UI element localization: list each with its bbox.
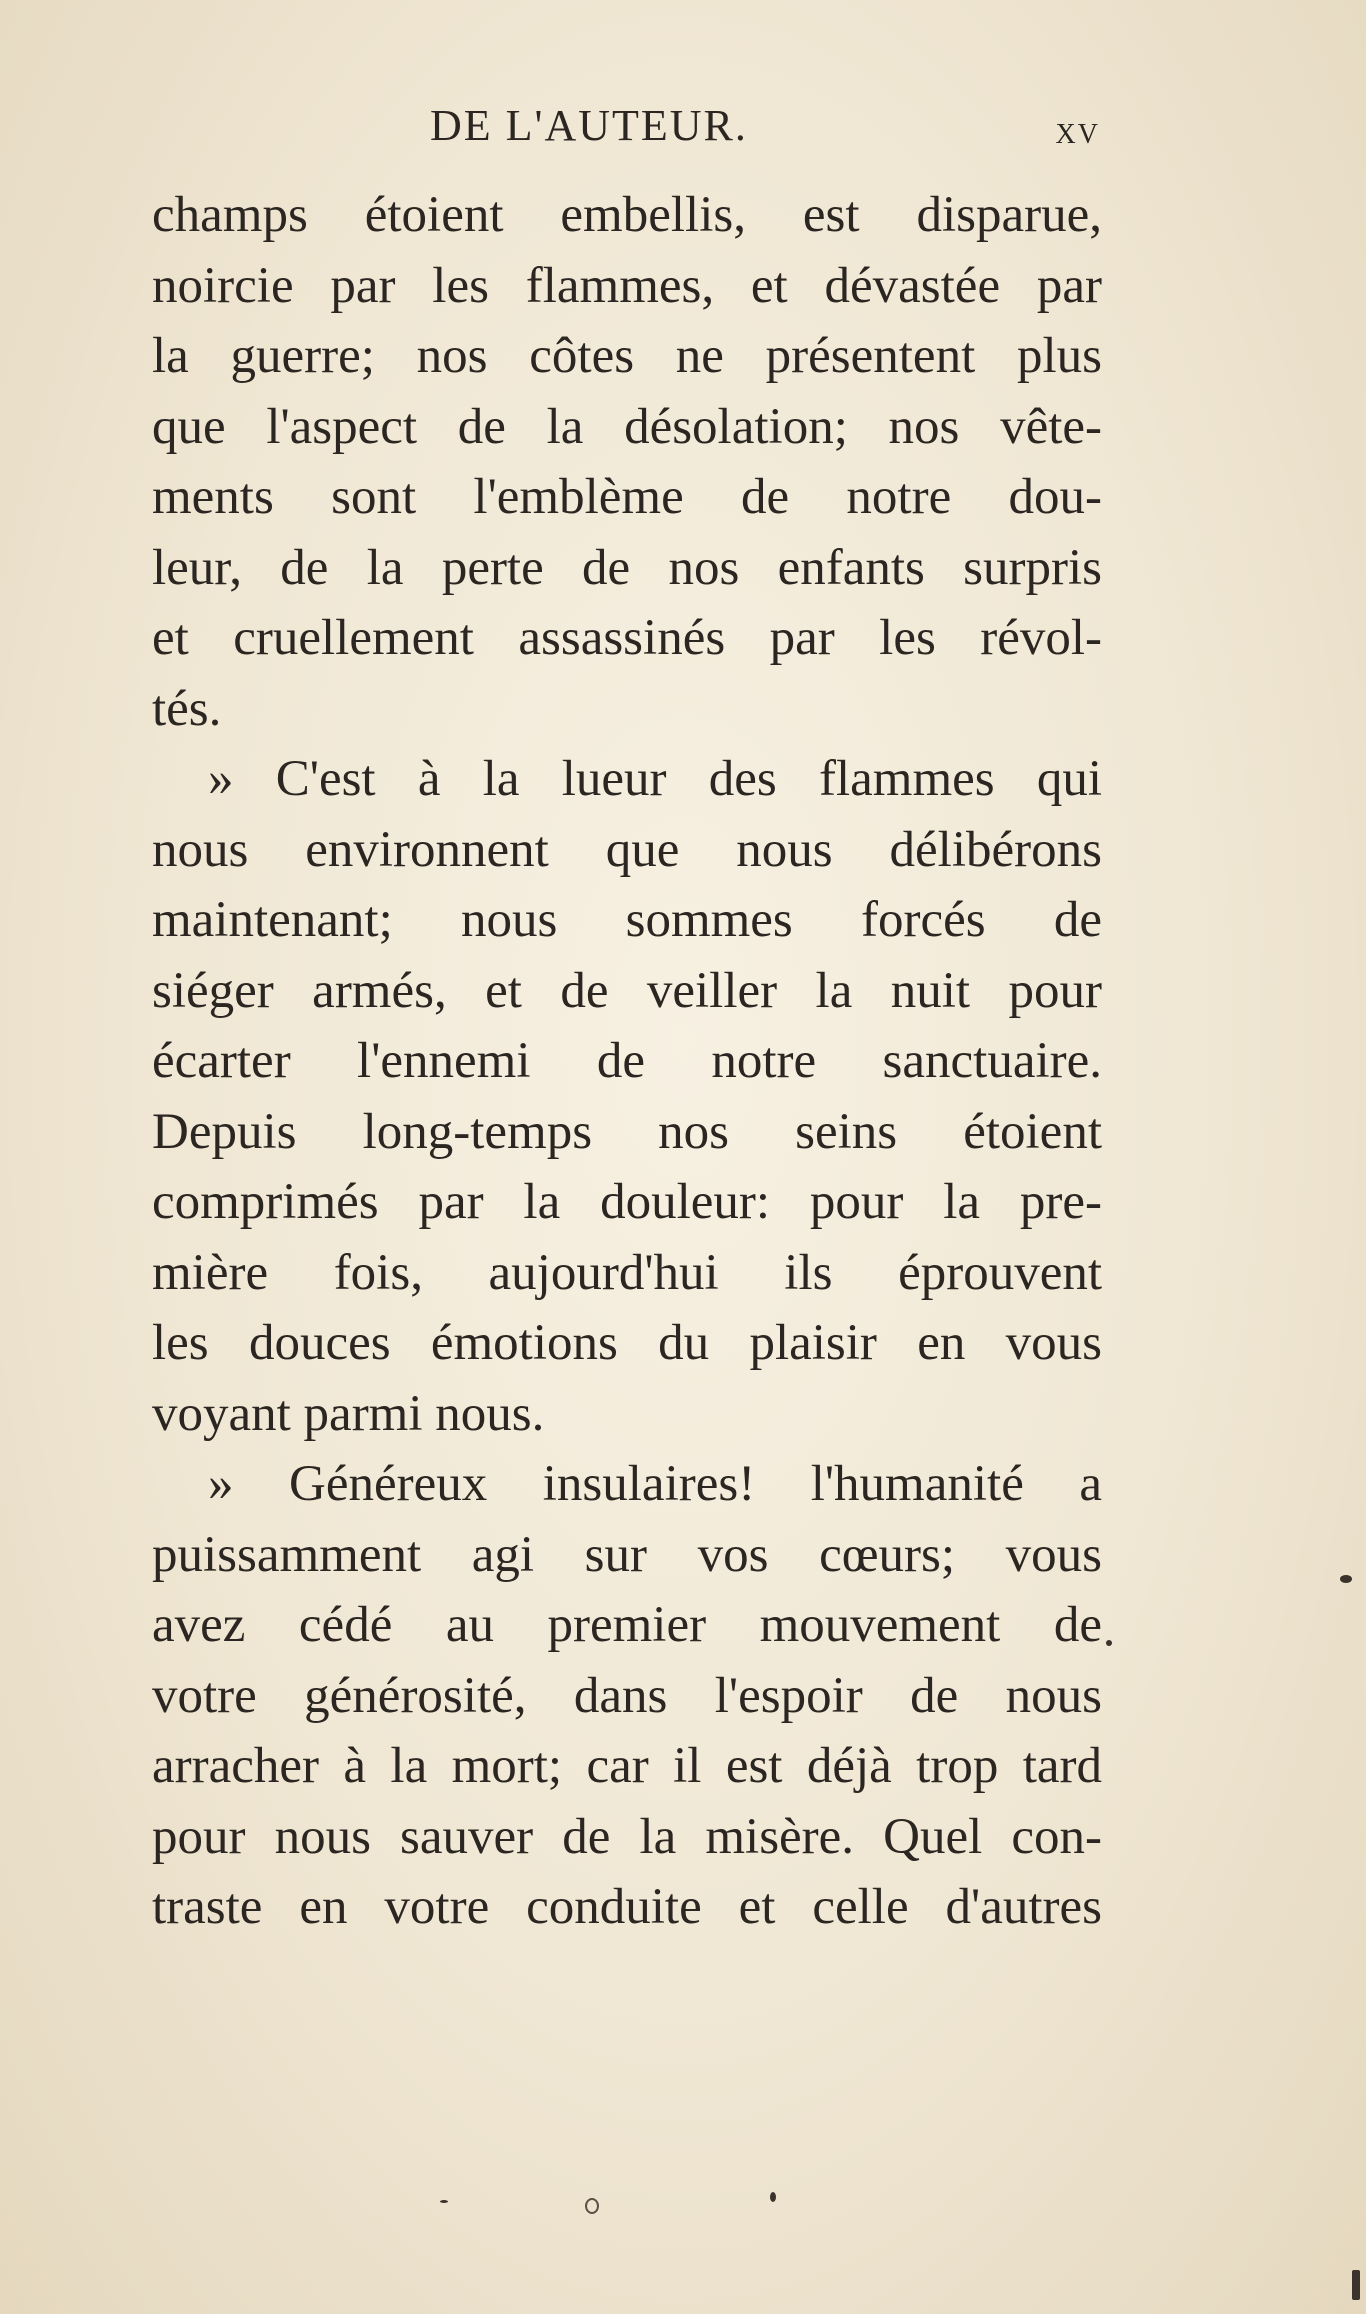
text-line: traste en votre conduite et celle d'autres <box>152 1879 1102 1935</box>
page-number: xv <box>1055 107 1100 152</box>
ink-speck <box>770 2192 776 2202</box>
text-line: voyant parmi nous. <box>152 1385 545 1442</box>
text-line: les douces émotions du plaisir en vous <box>152 1315 1102 1371</box>
body-text <box>152 180 1102 1943</box>
text-line: mière fois, aujourd'hui ils éprouvent <box>152 1244 1102 1301</box>
text-line: tés. <box>152 680 222 737</box>
text-line: pour nous sauver de la misère. Quel con- <box>152 1808 1102 1865</box>
page-header <box>150 100 1100 160</box>
text-line: Depuis long-temps nos seins étoient <box>152 1103 1102 1160</box>
ink-speck <box>585 2198 599 2214</box>
text-line: comprimés par la douleur: pour la pre- <box>152 1174 1102 1230</box>
paragraph-start-line: » C'est à la lueur des flammes qui <box>208 751 1102 807</box>
ink-speck <box>1106 1640 1112 1646</box>
text-line: champs étoient embellis, est disparue, <box>152 187 1102 243</box>
text-line: avez cédé au premier mouvement de <box>152 1597 1102 1653</box>
paragraph-start-line: » Généreux insulaires! l'humanité a <box>208 1456 1102 1512</box>
text-line: arracher à la mort; car il est déjà trop tard <box>152 1738 1102 1794</box>
text-line: la guerre; nos côtes ne présentent plus <box>152 328 1102 384</box>
text-line: écarter l'ennemi de notre sanctuaire. <box>152 1033 1102 1089</box>
ink-speck <box>440 2200 448 2203</box>
text-line: siéger armés, et de veiller la nuit pour <box>152 962 1102 1019</box>
text-line: ments sont l'emblème de notre dou- <box>152 469 1102 525</box>
text-line: maintenant; nous sommes forcés de <box>152 892 1102 948</box>
ink-speck <box>1352 2270 1360 2300</box>
text-line: noircie par les flammes, et dévastée par <box>152 257 1102 314</box>
text-line: leur, de la perte de nos enfants surpris <box>152 539 1102 596</box>
text-line: et cruellement assassinés par les révol- <box>152 610 1102 666</box>
text-line: votre générosité, dans l'espoir de nous <box>152 1667 1102 1724</box>
text-line: puissamment agi sur vos cœurs; vous <box>152 1526 1102 1583</box>
ink-speck <box>1340 1575 1352 1583</box>
text-line: nous environnent que nous délibérons <box>152 821 1102 878</box>
text-line: que l'aspect de la désolation; nos vête- <box>152 398 1102 455</box>
running-head: DE L'AUTEUR. <box>430 101 748 150</box>
